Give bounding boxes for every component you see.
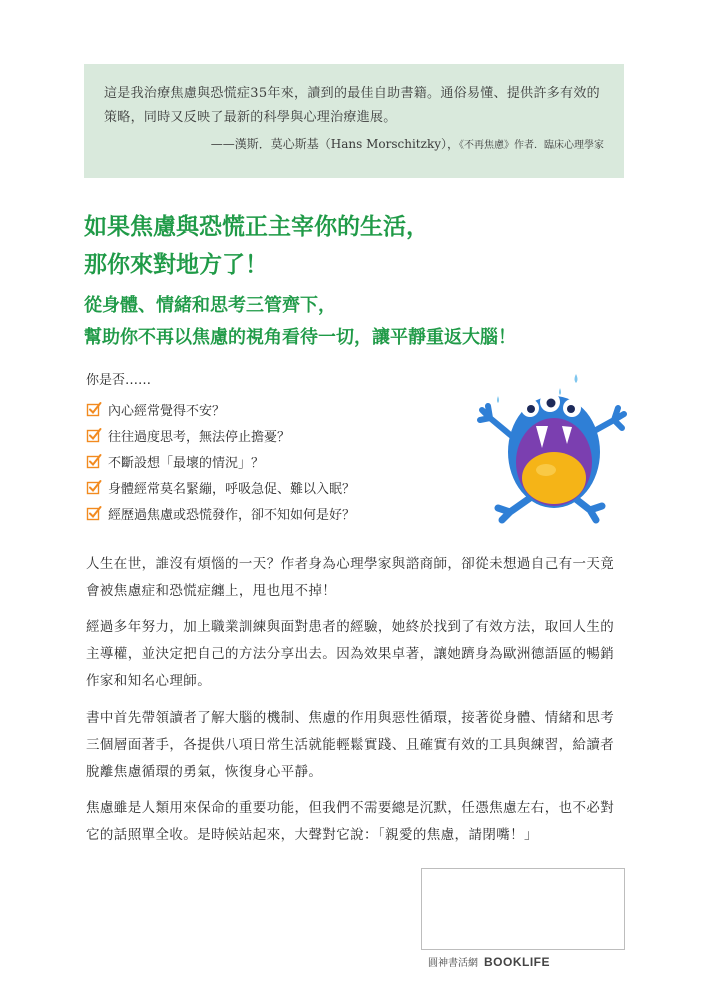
quote-author: ——漢斯．莫心斯基（Hans Morschitzky）， <box>210 137 459 151</box>
body-paragraph: 焦慮雖是人類用來保命的重要功能，但我們不需要總是沉默，任憑焦慮左右，也不必對它的話照單全收。是時候站起來，大聲對它說：「親愛的焦慮，請閉嘴！」 <box>86 800 615 843</box>
quote-attribution <box>104 132 604 158</box>
checkmark-box-icon <box>86 479 102 495</box>
checklist-item-text: 經歷過焦慮或恐慌發作，卻不知如何是好？ <box>108 507 356 523</box>
checkmark-box-icon <box>86 427 102 443</box>
checkmark-box-icon <box>86 401 102 417</box>
body-paragraph: 書中首先帶領讀者了解大腦的機制、焦慮的作用與惡性循環，接著從身體、情緒和思考三個層面著手，各提供八項日常生活就能輕鬆實踐、且確實有效的工具與練習，給讀者脫離焦慮循環的勇氣，恢復身心平靜。 <box>86 710 615 780</box>
headline <box>84 208 644 284</box>
quote-box <box>84 64 624 178</box>
quote-text: 這是我治療焦慮與恐慌症35年來，讀到的最佳自助書籍。通俗易懂、提供許多有效的策略，同時又反映了最新的科學與心理治療進展。 <box>104 86 600 125</box>
checklist-item-text: 往往過度思考，無法停止擔憂？ <box>108 429 291 445</box>
checklist-item-text: 不斷設想「最壞的情況」？ <box>108 455 265 471</box>
publisher-brand-logo: BOOKLIFE <box>484 954 550 969</box>
headline-line-1: 如果焦慮與恐慌正主宰你的生活， <box>84 214 429 240</box>
body-paragraph: 經過多年努力，加上職業訓練與面對患者的經驗，她終於找到了有效方法，取回人生的主導權，並決定把自己的方法分享出去。因為效果卓著，讓她躋身為歐洲德語區的暢銷作家和知名心理師。 <box>86 619 615 689</box>
publisher-credit <box>428 954 550 969</box>
subheadline-line-1: 從身體、情緒和思考三管齊下， <box>84 295 336 316</box>
checklist-item <box>86 474 466 500</box>
quote-author-note: 《不再焦慮》作者．臨床心理學家 <box>459 140 604 151</box>
body-paragraph: 人生在世，誰沒有煩惱的一天？作者身為心理學家與諮商師，卻從未想過自己有一天竟會被焦慮症和恐慌症纏上，甩也甩不掉！ <box>86 556 615 599</box>
checklist-item-text: 身體經常莫名緊繃，呼吸急促、難以入眠？ <box>108 481 356 497</box>
checklist-item-text: 內心經常覺得不安？ <box>108 403 226 419</box>
checkmark-box-icon <box>86 505 102 521</box>
publisher-label: 圓神書活網 <box>428 958 478 969</box>
checklist-item <box>86 448 466 474</box>
barcode-placeholder-box <box>421 868 625 950</box>
anxious-monster-illustration <box>468 366 628 526</box>
subheadline <box>84 290 664 354</box>
headline-line-2: 那你來對地方了！ <box>84 252 268 278</box>
checklist-intro: 你是否…… <box>86 373 152 388</box>
subheadline-line-2: 幫助你不再以焦慮的視角看待一切，讓平靜重返大腦！ <box>84 327 516 348</box>
checkmark-box-icon <box>86 453 102 469</box>
checklist <box>86 370 466 526</box>
checklist-item <box>86 396 466 422</box>
checklist-item <box>86 500 466 526</box>
checklist-item <box>86 422 466 448</box>
